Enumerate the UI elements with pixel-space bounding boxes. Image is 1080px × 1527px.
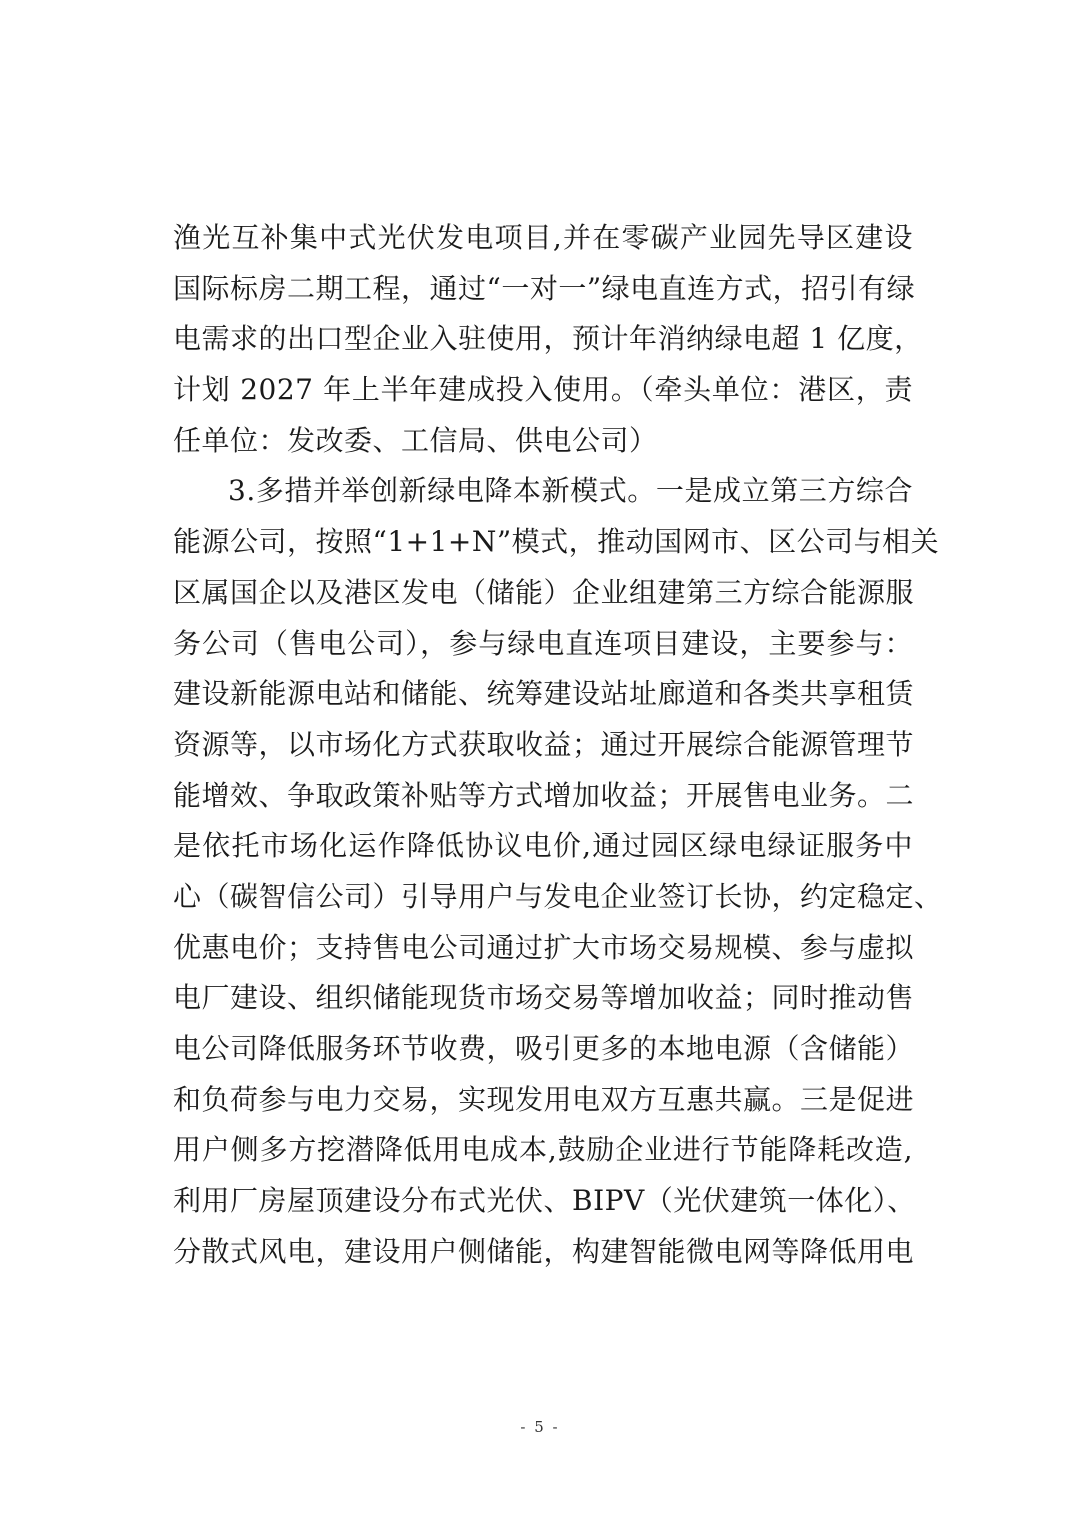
paragraph-2 [173,466,943,1277]
text-line: 建设新能源电站和储能、统筹建设站址廊道和各类共享租赁 [173,677,915,711]
text-line: 是依托市场化运作降低协议电价,通过园区绿电绿证服务中 [173,829,913,863]
page-number: - 5 - [520,1418,560,1436]
text-line: 分散式风电，建设用户侧储能，构建智能微电网等降低用电 [173,1234,915,1268]
text-line: 国际标房二期工程，通过“一对一”绿电直连方式，招引有绿 [173,271,916,305]
text-line: 区属国企以及港区发电（储能）企业组建第三方综合能源服 [173,575,915,609]
text-line: 计划 2027 年上半年建成投入使用。（牵头单位：港区，责 [173,373,913,407]
text-line: 和负荷参与电力交易，实现发用电双方互惠共赢。三是促进 [173,1082,915,1116]
text-line: 用户侧多方挖潜降低用电成本,鼓励企业进行节能降耗改造, [173,1133,913,1167]
text-line: 能源公司，按照“1+1+N”模式，推动国网市、区公司与相关 [173,525,940,559]
text-line: 电厂建设、组织储能现货市场交易等增加收益；同时推动售 [173,981,915,1015]
text-line: 资源等，以市场化方式获取收益；通过开展综合能源管理节 [173,727,915,761]
text-line: 渔光互补集中式光伏发电项目,并在零碳产业园先导区建设 [173,221,913,254]
text-line: 优惠电价；支持售电公司通过扩大市场交易规模、参与虚拟 [173,930,915,964]
text-line: 电需求的出口型企业入驻使用，预计年消纳绿电超 1 亿度， [173,322,923,356]
paragraph-1 [173,213,923,466]
text-line: 任单位：发改委、工信局、供电公司） [173,423,658,457]
text-line: 3.多措并举创新绿电降本新模式。一是成立第三方综合 [228,474,913,508]
text-line: 心（碳智信公司）引导用户与发电企业签订长协，约定稳定、 [173,879,943,913]
text-line: 利用厂房屋顶建设分布式光伏、BIPV（光伏建筑一体化）、 [173,1184,916,1218]
text-line: 能增效、争取政策补贴等方式增加收益；开展售电业务。二 [173,778,915,812]
text-line: 务公司（售电公司），参与绿电直连项目建设，主要参与： [173,626,913,660]
text-line: 电公司降低服务环节收费，吸引更多的本地电源（含储能） [173,1032,915,1065]
body-text [173,213,943,1277]
